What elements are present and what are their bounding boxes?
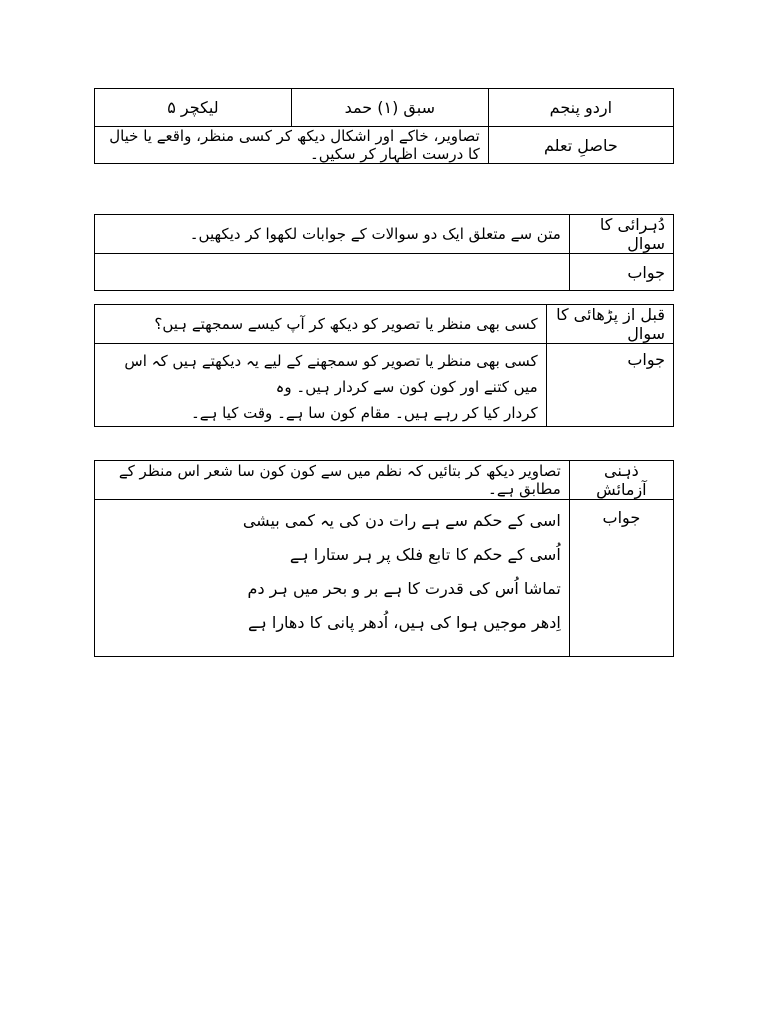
revision-table (94, 214, 674, 291)
verses-cell (95, 500, 570, 657)
verse-line: اسی کے حکم سے ہے رات دن کی یہ کمی بیشی (242, 511, 561, 530)
prereading-answer-line-1: کسی بھی منظر یا تصویر کو سمجھنے کے لیے یہ دیکھتے ہیں کہ اس میں کتنے اور کون کون سے کردار ہیں۔ وہ (124, 352, 538, 396)
prereading-answer-label: جواب (546, 344, 673, 427)
prereading-question-label: قبل از پڑھائی کا سوال (546, 305, 673, 344)
subject-cell: اردو پنجم (488, 89, 673, 127)
verse-line: اُسی کے حکم کا تابع فلک پر ہر ستارا ہے (289, 545, 561, 564)
prereading-answer (95, 344, 547, 427)
lecture-cell: لیکچر ۵ (95, 89, 292, 127)
revision-answer-label: جواب (569, 254, 673, 291)
verse-line: اِدھر موجیں ہوا کی ہیں، اُدھر پانی کا دھارا ہے (248, 613, 561, 632)
revision-question-label: دُہرائی کا سوال (569, 215, 673, 254)
mental-test-answer-label: جواب (569, 500, 673, 657)
mental-test-table (94, 460, 674, 657)
verse-line: تماشا اُس کی قدرت کا ہے بر و بحر میں ہر دم (247, 579, 561, 598)
mental-test-question-label: ذہنی آزمائش (569, 461, 673, 500)
header-table (94, 88, 674, 164)
prereading-question-text: کسی بھی منظر یا تصویر کو دیکھ کر آپ کیسے سمجھتے ہیں؟ (95, 305, 547, 344)
mental-test-question-text: تصاویر دیکھ کر بتائیں کہ نظم میں سے کون کون سا شعر اس منظر کے مطابق ہے۔ (95, 461, 570, 500)
lesson-cell: سبق (۱) حمد (291, 89, 488, 127)
learning-outcome-text: تصاویر، خاکے اور اشکال دیکھ کر کسی منظر، واقعے یا خیال کا درست اظہار کر سکیں۔ (95, 127, 489, 164)
prereading-answer-line-2: کردار کیا کر رہے ہیں۔ مقام کون سا ہے۔ وقت کیا ہے۔ (191, 404, 538, 422)
revision-answer-text (95, 254, 570, 291)
prereading-table (94, 304, 674, 427)
learning-outcome-label: حاصلِ تعلم (488, 127, 673, 164)
revision-question-text: متن سے متعلق ایک دو سوالات کے جوابات لکھوا کر دیکھیں۔ (95, 215, 570, 254)
